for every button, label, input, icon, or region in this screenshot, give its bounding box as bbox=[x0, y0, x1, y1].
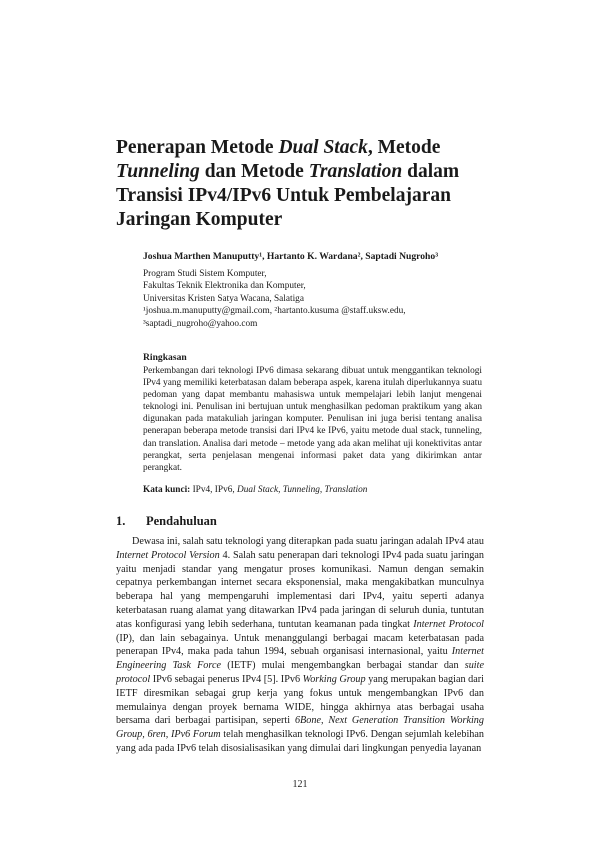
title-part-italic: Tunneling bbox=[116, 161, 200, 182]
paper-title bbox=[116, 136, 496, 232]
page-number: 121 bbox=[292, 779, 308, 790]
author-list: Joshua Marthen Manuputty¹, Hartanto K. Wardana², Saptadi Nugroho³ bbox=[143, 251, 439, 262]
body-text-italic: Internet Protocol bbox=[413, 618, 484, 630]
body-text: (IETF) mulai mengembangkan berbagai standar dan bbox=[221, 660, 465, 672]
body-text-italic: Internet Protocol Version bbox=[116, 549, 220, 561]
title-part-italic: Translation bbox=[308, 161, 403, 182]
body-text: telah menghasilkan teknologi IPv6. Dengan sejumlah kelebihan yang ada pada IPv6 telah disosialisasikan yang dimulai dari lingkungan penyedia layanan bbox=[116, 729, 484, 754]
body-text-italic: 6Bone, Next Generation Transition Working Group, 6ren, IPv6 Forum bbox=[116, 715, 484, 741]
affiliation-line: Program Studi Sistem Komputer, bbox=[143, 269, 267, 279]
body-text: Dewasa ini, salah satu teknologi yang diterapkan pada suatu jaringan adalah IPv4 atau bbox=[132, 536, 484, 547]
keywords-label: Kata kunci: bbox=[143, 485, 191, 495]
keywords-line bbox=[143, 485, 503, 495]
title-part: Penerapan Metode bbox=[116, 137, 279, 158]
keywords-plain: IPv4, IPv6, bbox=[190, 485, 238, 495]
author-emails: ¹joshua.m.manuputty@gmail.com, ²hartanto.kusuma @staff.uksw.edu, bbox=[143, 306, 406, 317]
body-text-italic: suite protocol bbox=[116, 660, 484, 685]
body-paragraph bbox=[116, 535, 484, 756]
body-text-italic: Working Group bbox=[302, 673, 366, 685]
body-text: (IP), dan lain sebagainya. Untuk menanggulangi berbagai macam keterbatasan pada penerapan IPv4, maka pada tahun 1994, sebuah organisasi internasional, yaitu bbox=[116, 632, 484, 658]
title-part: dalam Transisi IPv4/IPv6 Untuk Pembelajaran Jaringan Komputer bbox=[116, 161, 460, 230]
affiliation-line: Fakultas Teknik Elektronika dan Komputer, bbox=[143, 281, 306, 292]
author-emails: ³saptadi_nugroho@yahoo.com bbox=[143, 318, 258, 329]
body-text: 4. Salah satu penerapan dari teknologi IPv4 pada suatu jaringan yaitu menjadi standar yang mengatur proses komunikasi. Namun dengan semakin cepatnya perkembangan internet secara eksponensial, maka mengakibatkan munculnya beberapa hal yang mempengaruhi implementasi dari IPv4, yaitu seperti adanya keterbatasan ruang alamat yang ditawarkan IPv4 pada jaringan di seluruh dunia, tuntutan atas konfigurasi yang lebih sederhana, tuntutan keamanan pada tingkat bbox=[116, 549, 484, 630]
body-text: IPv6 sebagai penerus IPv4 [5]. IPv6 bbox=[150, 673, 303, 685]
title-part-italic: Dual Stack bbox=[278, 137, 368, 158]
abstract-text: Perkembangan dari teknologi IPv6 dimasa sekarang dibuat untuk menggantikan teknologi IPv4 yang memiliki keterbatasan dalam beberapa aspek, karena itulah diperlukannya suatu pedoman yang dapat membantu mahasiswa untuk mempelajari lebih lanjut mengenai teknologi ini. Penulisan ini bertujuan untuk menghasilkan pedoman praktikum yang akan digunakan pada matakuliah jaringan komputer. Penulisan ini juga berisi tentang analisa penerapan beberapa metode transisi dari IPv4 ke IPv6, yaitu metode dual stack, tunneling, dan translation. Analisa dari metode – metode yang ada akan melihat uji konektivitas antar perangkat, serta penjelasan mengenai informasi paket data yang dikirimkan antar perangkat. bbox=[143, 366, 482, 473]
body-text-italic: Internet Engineering Task Force bbox=[116, 646, 484, 672]
section-number: 1. bbox=[116, 514, 126, 528]
title-part: , Metode bbox=[367, 137, 441, 158]
keywords-italic: Dual Stack, Tunneling, Translation bbox=[237, 485, 368, 495]
affiliation-line: Universitas Kristen Satya Wacana, Salatiga bbox=[143, 293, 304, 304]
body-text: yang merupakan bagian dari IETF diresmikan sebagai grup kerja yang fokus untuk mengembangkan IPv6 dan memulainya dengan proyek bernama WIDE, hingga akhirnya atas berbagai usaha bersama dari berbagai partisipan, seperti bbox=[116, 673, 484, 727]
abstract-heading: Ringkasan bbox=[143, 352, 187, 363]
affiliation-block bbox=[143, 268, 503, 330]
title-part: dan Metode bbox=[199, 161, 309, 182]
section-title: Pendahuluan bbox=[146, 514, 217, 528]
